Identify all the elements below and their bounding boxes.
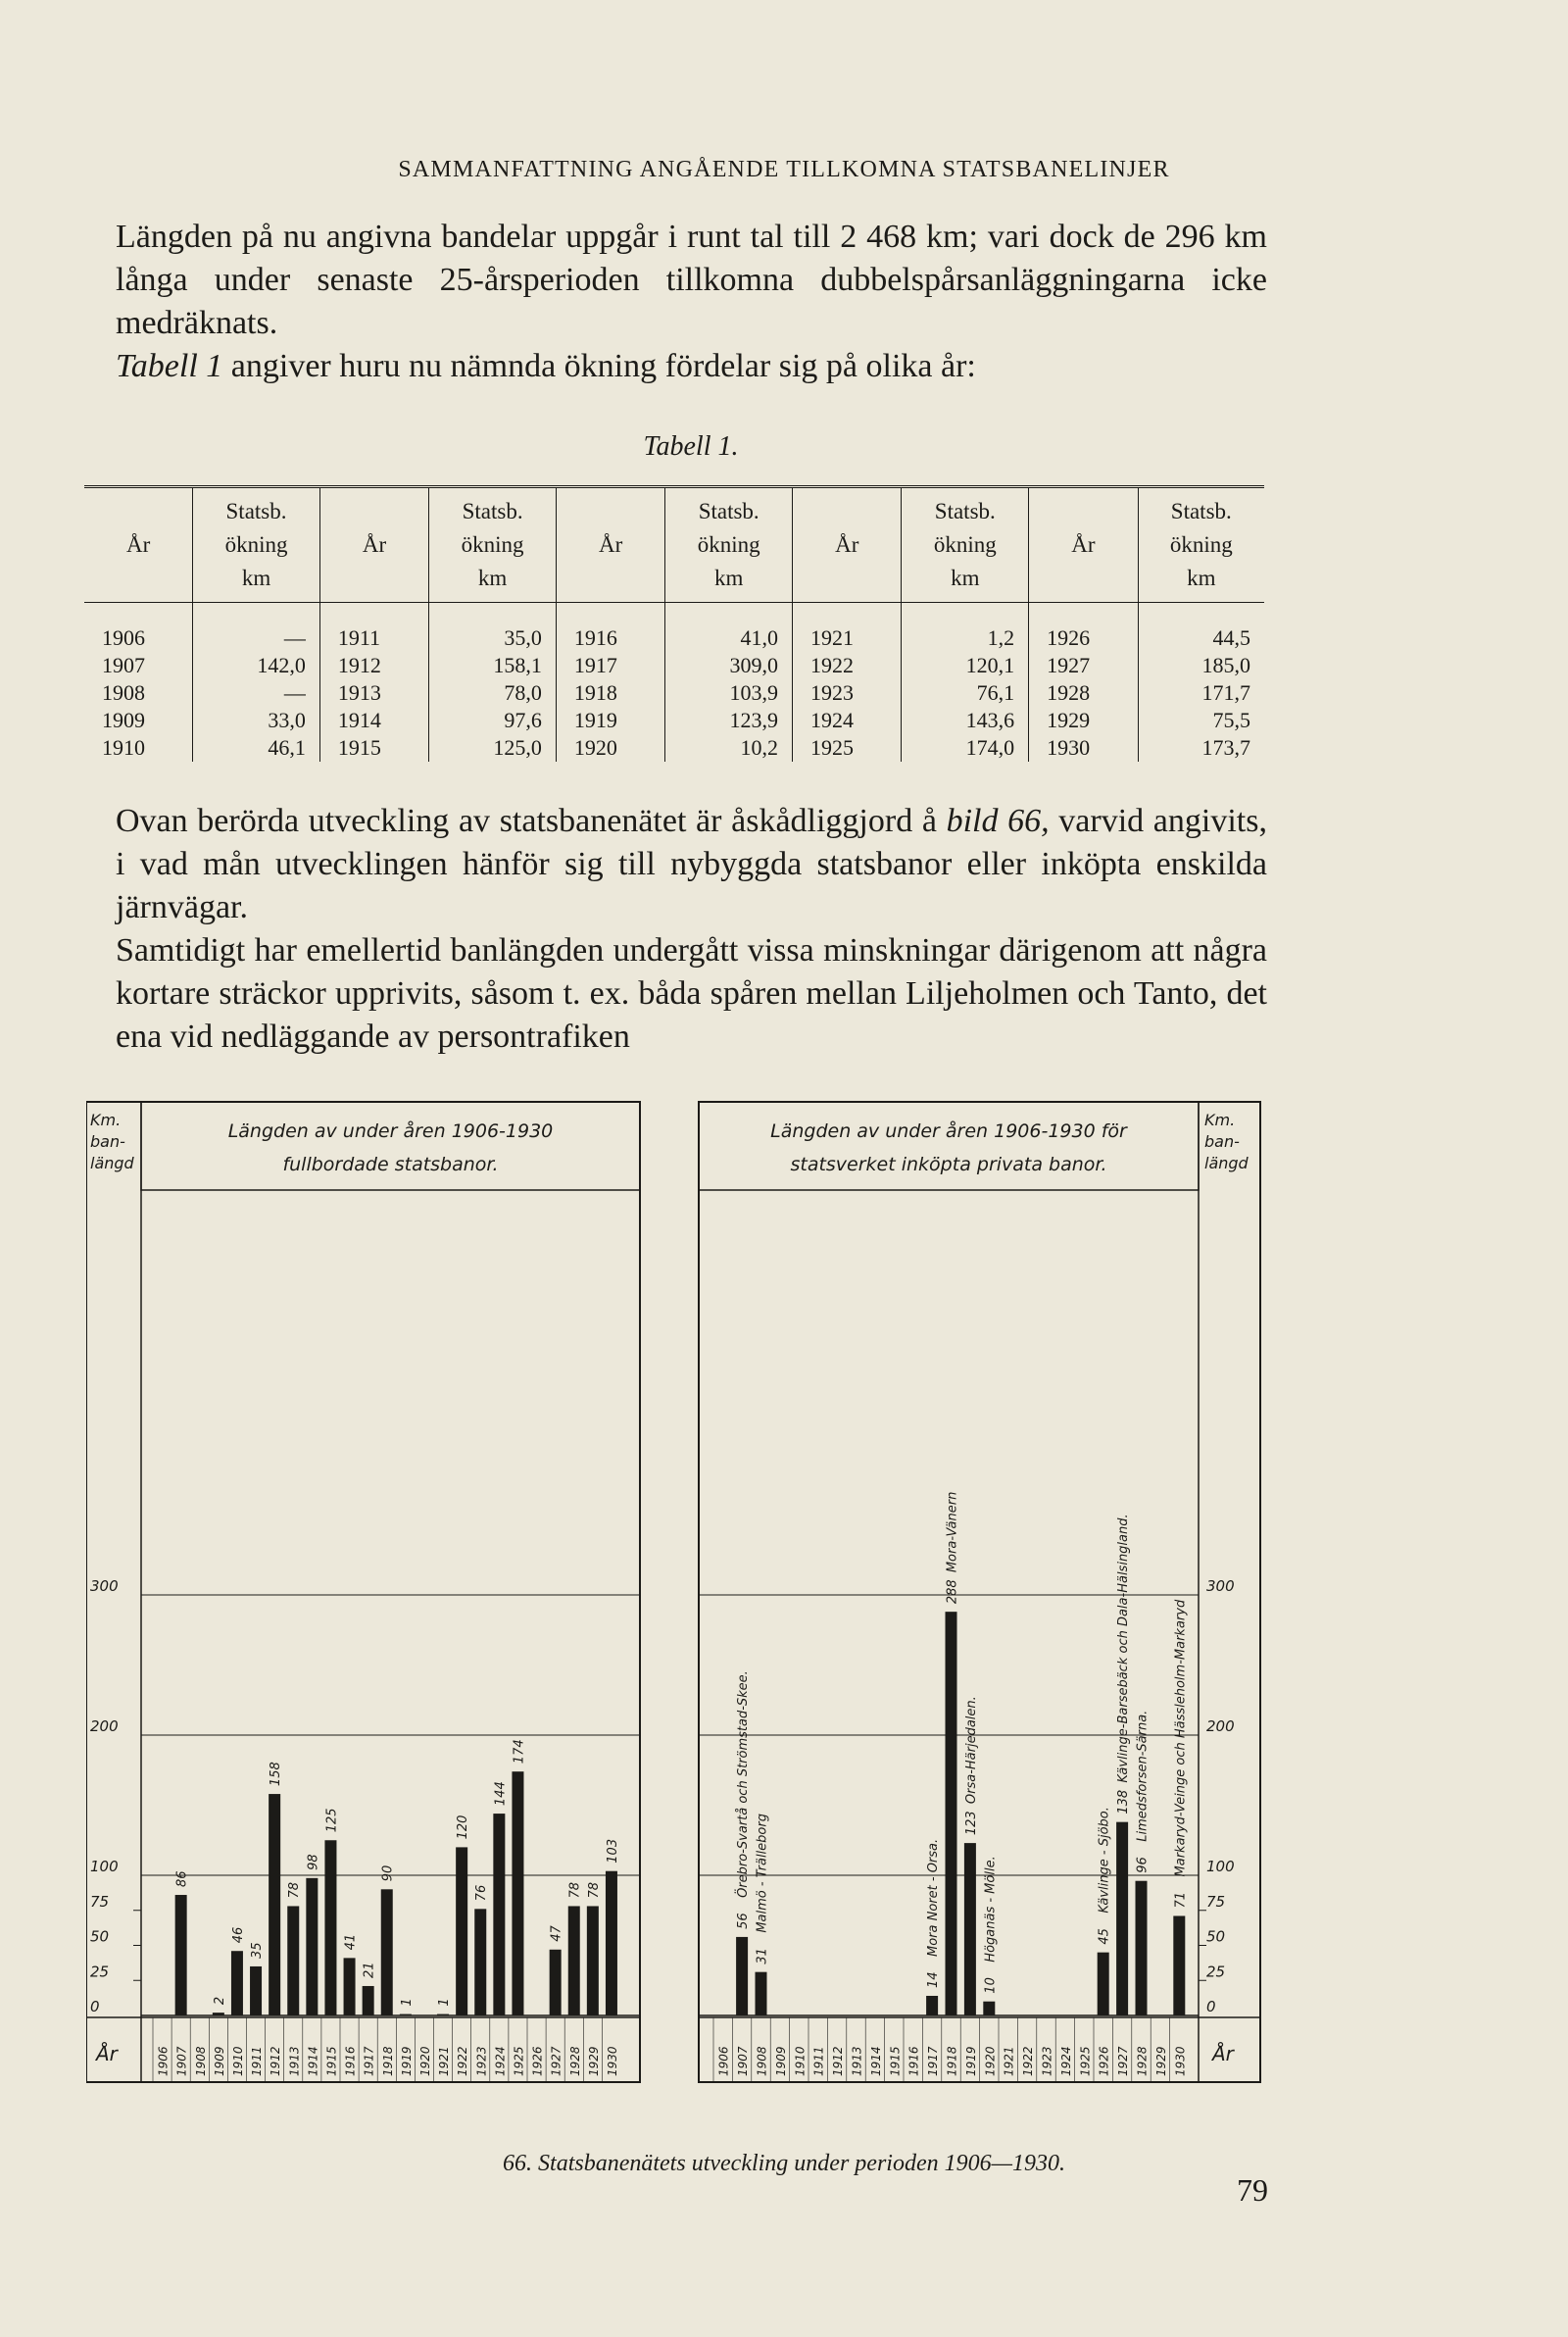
y-tick-label: 75	[1206, 1892, 1226, 1911]
bar-annotation: Kävlinge-Barsebäck och Dala-Hälsingland.	[1116, 1514, 1132, 1783]
table-cell-year: 1919	[556, 707, 664, 734]
paragraph-3-a: Ovan berörda utveckling av statsbanenätet är åskådliggjord å	[116, 803, 947, 839]
bar	[1098, 1953, 1109, 2015]
table-cell-year: 1918	[556, 679, 664, 707]
table-cell-year: 1917	[556, 652, 664, 679]
y-tick-label: 50	[1206, 1927, 1226, 1946]
x-tick-label: 1917	[926, 2046, 941, 2076]
table-cell-value: 97,6	[429, 707, 557, 734]
paragraph-2	[116, 345, 1267, 388]
header-increase	[902, 487, 1029, 603]
header-l1: Statsb.	[225, 499, 287, 523]
x-tick-label: 1909	[773, 2046, 788, 2076]
x-tick-label: 1914	[306, 2046, 320, 2076]
header-l2: ökning	[224, 532, 288, 557]
x-tick-label: 1922	[1021, 2046, 1036, 2076]
header-l1: Statsb.	[698, 499, 760, 523]
header-year: År	[1029, 487, 1138, 603]
x-tick-label: 1926	[530, 2046, 545, 2076]
x-tick-label: 1924	[1058, 2046, 1073, 2076]
table-cell-value: 142,0	[193, 652, 320, 679]
bar-value-label: 120	[456, 1815, 471, 1840]
x-tick-label: 1910	[793, 2046, 808, 2076]
bar-value-label: 35	[250, 1942, 266, 1959]
table-cell-value: 1,2	[902, 603, 1029, 653]
table-cell-value: —	[193, 679, 320, 707]
bar-annotation: Mora Noret - Orsa.	[926, 1838, 942, 1957]
axis-title-line: Km.	[90, 1111, 122, 1129]
x-tick-label: 1918	[945, 2046, 959, 2076]
bar-value-label: 144	[493, 1781, 509, 1807]
table-cell-year: 1925	[793, 734, 902, 762]
bar	[736, 1937, 748, 2015]
bar-annotation: Mora-Vänern	[945, 1491, 960, 1573]
bar	[1173, 1915, 1185, 2015]
running-head: SAMMANFATTNING ANGÅENDE TILLKOMNA STATSBANELINJER	[398, 157, 1170, 182]
bar-value-label: 125	[324, 1808, 340, 1833]
bar-value-label: 98	[306, 1854, 321, 1870]
y-tick-label: 100	[90, 1858, 119, 1875]
table-cell-value: 158,1	[429, 652, 557, 679]
table-cell-value: 76,1	[902, 679, 1029, 707]
bar	[250, 1966, 262, 2015]
panel-title-line-2: statsverket inköpta privata banor.	[790, 1154, 1107, 1175]
header-increase	[429, 487, 557, 603]
x-tick-label: 1911	[250, 2046, 265, 2076]
bar	[363, 1986, 374, 2015]
header-l1: Statsb.	[934, 499, 996, 523]
bar	[287, 1906, 299, 2015]
table-cell-year: 1911	[319, 603, 428, 653]
header-increase	[1138, 487, 1264, 603]
y-tick-label: 75	[90, 1892, 110, 1911]
table-cell-year: 1926	[1029, 603, 1138, 653]
y-tick-label: 50	[90, 1927, 110, 1946]
bar-value-label: 1	[437, 1998, 453, 2007]
x-tick-label: 1912	[831, 2046, 846, 2076]
x-tick-label: 1907	[736, 2046, 751, 2076]
bar-value-label: 174	[512, 1739, 527, 1765]
bar-value-label: 78	[567, 1881, 583, 1899]
table-cell-year: 1913	[319, 679, 428, 707]
table-cell-year: 1914	[319, 707, 428, 734]
header-l2: ökning	[933, 532, 997, 557]
table-cell-value: 103,9	[665, 679, 793, 707]
paragraph-4: Samtidigt har emellertid banlängden undergått vissa minskningar därigenom att några kortare sträckor upprivits, såsom t. ex. båda spåren mellan Liljeholmen och Tanto, det ena vid nedläggande av persontrafiken	[116, 932, 1267, 1055]
x-tick-label: 1909	[212, 2046, 226, 2076]
table-row	[84, 734, 1264, 762]
header-increase	[665, 487, 793, 603]
x-tick-label: 1913	[287, 2046, 302, 2076]
bar-value-label: 47	[549, 1925, 564, 1942]
table-row	[84, 707, 1264, 734]
y-tick-label: 100	[1206, 1858, 1235, 1875]
header-l3: km	[951, 566, 980, 590]
bar-value-label: 86	[174, 1870, 190, 1888]
x-tick-label: 1927	[549, 2046, 564, 2076]
y-tick-label: 25	[90, 1963, 110, 1981]
bar	[493, 1814, 505, 2015]
table-cell-year: 1921	[793, 603, 902, 653]
table-cell-value: 143,6	[902, 707, 1029, 734]
table-cell-value: 41,0	[665, 603, 793, 653]
bar	[474, 1909, 486, 2015]
x-tick-label: 1927	[1116, 2046, 1131, 2076]
bar	[175, 1895, 187, 2015]
table-cell-year: 1930	[1029, 734, 1138, 762]
bar-annotation: Orsa-Härjedalen.	[963, 1696, 979, 1805]
y-tick-label: 200	[90, 1717, 119, 1735]
paragraph-1: Längden på nu angivna bandelar uppgår i runt tal till 2 468 km; vari dock de 296 km långa under senaste 25-årsperioden tillkomna dubbelspårsanläggningarna icke medräknats.	[116, 219, 1267, 341]
table-cell-value: 123,9	[665, 707, 793, 734]
x-tick-label: 1907	[174, 2046, 189, 2076]
bar	[606, 1871, 617, 2015]
bar	[587, 1906, 599, 2015]
header-l2: ökning	[461, 532, 524, 557]
bar-value-label: 78	[586, 1881, 602, 1899]
axis-title-line: längd	[90, 1154, 134, 1172]
panel-title-line-2: fullbordade statsbanor.	[282, 1154, 499, 1175]
x-tick-label: 1920	[983, 2046, 998, 2076]
paragraph-3	[116, 800, 1267, 929]
header-l2: ökning	[1169, 532, 1233, 557]
header-l3: km	[1187, 566, 1216, 590]
bar-annotation: Limedsforsen-Särna.	[1135, 1710, 1151, 1842]
header-year: År	[84, 487, 193, 603]
bar-annotation: Örebro-Svartå och Strömstad-Skee.	[736, 1670, 752, 1898]
x-tick-label: 1929	[1153, 2046, 1168, 2076]
header-year: År	[556, 487, 664, 603]
paragraph-3-b: varvid angivits, i vad mån utvecklingen hänför sig till nybyggda statsbanor eller inköpta enskilda järnvägar.	[116, 803, 1267, 925]
table-cell-value: 185,0	[1201, 653, 1250, 677]
bar-value-label: 123	[963, 1811, 979, 1836]
bar-annotation: Malmö - Trälleborg	[755, 1814, 770, 1933]
bar	[381, 1889, 393, 2015]
table-cell-year: 1927	[1029, 652, 1138, 679]
bar-value-label: 46	[230, 1926, 246, 1944]
x-tick-label: 1926	[1097, 2046, 1111, 2076]
x-tick-label: 1913	[850, 2046, 864, 2076]
year-label: År	[96, 2042, 118, 2065]
x-tick-label: 1928	[567, 2046, 582, 2076]
x-tick-label: 1911	[811, 2046, 826, 2076]
table-cell-year: 1920	[556, 734, 664, 762]
header-l1: Statsb.	[462, 499, 523, 523]
table-cell-value: 75,5	[1212, 708, 1250, 732]
table-cell-value: 173,7	[1201, 735, 1250, 760]
y-tick-label: 0	[1206, 1998, 1216, 2015]
y-tick-label: 0	[90, 1998, 100, 2015]
table-cell-value: 78,0	[429, 679, 557, 707]
x-tick-label: 1928	[1135, 2046, 1150, 2076]
x-tick-label: 1919	[963, 2046, 978, 2076]
bar-value-label: 41	[343, 1933, 359, 1951]
statistics-table	[84, 485, 1264, 762]
bar	[512, 1771, 523, 2015]
x-tick-label: 1920	[417, 2046, 432, 2076]
x-tick-label: 1919	[399, 2046, 414, 2076]
bar	[306, 1878, 318, 2015]
x-tick-label: 1925	[512, 2046, 526, 2076]
x-tick-label: 1917	[362, 2046, 376, 2076]
bar	[1116, 1822, 1128, 2015]
panel-title-line-1: Längden av under åren 1906-1930 för	[770, 1120, 1127, 1142]
bar-value-label: 103	[605, 1838, 620, 1864]
table-cell-value: 171,7	[1201, 680, 1250, 705]
table-cell-year: 1909	[84, 707, 193, 734]
table-cell-year: 1916	[556, 603, 664, 653]
bar	[269, 1794, 280, 2015]
bar-annotation: Kävlinge - Sjöbo.	[1097, 1807, 1112, 1914]
table-cell-value: 44,5	[1212, 625, 1250, 650]
bar	[456, 1847, 467, 2015]
x-tick-label: 1915	[888, 2046, 903, 2076]
x-tick-label: 1925	[1078, 2046, 1093, 2076]
table-cell-year: 1907	[84, 652, 193, 679]
axis-title-line: ban-	[90, 1132, 125, 1151]
y-tick-label: 200	[1206, 1717, 1235, 1735]
bar-value-label: 158	[269, 1762, 284, 1787]
header-l1: Statsb.	[1170, 499, 1232, 523]
bar	[1136, 1881, 1148, 2015]
x-tick-label: 1924	[493, 2046, 508, 2076]
bar-value-label: 1	[399, 1998, 415, 2007]
table-cell-value: 10,2	[665, 734, 793, 762]
x-tick-label: 1916	[906, 2046, 921, 2076]
x-tick-label: 1916	[343, 2046, 358, 2076]
bar-value-label: 10	[983, 1977, 999, 1994]
bar	[231, 1951, 243, 2015]
header-l3: km	[241, 566, 271, 590]
table-cell-year: 1923	[793, 679, 902, 707]
panel-title-box	[699, 1102, 1199, 1190]
year-label: År	[1212, 2042, 1234, 2065]
table-row	[84, 603, 1264, 653]
table-cell-year: 1922	[793, 652, 902, 679]
x-tick-label: 1906	[716, 2046, 731, 2076]
x-tick-label: 1921	[437, 2046, 452, 2076]
bar-value-label: 76	[474, 1884, 490, 1902]
table-cell-year: 1908	[84, 679, 193, 707]
x-tick-label: 1930	[605, 2046, 619, 2076]
table-cell-year: 1910	[84, 734, 193, 762]
bar-value-label: 21	[362, 1962, 377, 1978]
table-row	[84, 652, 1264, 679]
x-tick-label: 1922	[456, 2046, 470, 2076]
x-tick-label: 1918	[380, 2046, 395, 2076]
table-cell-value: 309,0	[665, 652, 793, 679]
x-tick-label: 1921	[1002, 2046, 1016, 2076]
x-tick-label: 1910	[230, 2046, 245, 2076]
bar-value-label: 138	[1116, 1789, 1132, 1815]
table-header-row	[84, 487, 1264, 603]
table-cell-year: 1906	[84, 603, 193, 653]
x-tick-label: 1923	[1040, 2046, 1054, 2076]
bar	[550, 1950, 562, 2015]
bar	[213, 2013, 224, 2015]
table-cell-value: —	[193, 603, 320, 653]
table-cell-year: 1928	[1029, 679, 1138, 707]
bar	[983, 2002, 995, 2015]
table-cell-value: 125,0	[429, 734, 557, 762]
bar-value-label: 71	[1173, 1891, 1189, 1909]
bar	[946, 1612, 957, 2015]
table-cell-year: 1912	[319, 652, 428, 679]
panel-title-box	[141, 1102, 640, 1190]
axis-title-line: längd	[1204, 1154, 1249, 1172]
table-cell-value: 120,1	[902, 652, 1029, 679]
table-cell-year: 1915	[319, 734, 428, 762]
x-tick-label: 1923	[474, 2046, 489, 2076]
bar-value-label: 90	[380, 1865, 396, 1882]
bar-value-label: 96	[1135, 1857, 1151, 1873]
bar	[756, 1972, 767, 2015]
header-l2: ökning	[697, 532, 760, 557]
header-year: År	[793, 487, 902, 603]
table-cell-value: 46,1	[193, 734, 320, 762]
page-number: 79	[1237, 2172, 1268, 2208]
bar-value-label: 2	[212, 1996, 227, 2006]
x-tick-label: 1908	[755, 2046, 769, 2076]
x-tick-label: 1930	[1173, 2046, 1188, 2076]
y-tick-label: 300	[90, 1577, 119, 1595]
header-l3: km	[477, 566, 508, 590]
figure-66	[86, 1096, 1272, 2096]
x-tick-label: 1915	[324, 2046, 339, 2076]
bar-value-label: 31	[755, 1948, 770, 1964]
bar	[437, 2014, 449, 2015]
axis-title-line: Km.	[1204, 1111, 1236, 1129]
table-cell-year: 1924	[793, 707, 902, 734]
table-cell-value: 174,0	[902, 734, 1029, 762]
x-tick-label: 1914	[868, 2046, 883, 2076]
figure-caption: 66. Statsbanenätets utveckling under perioden 1906—1930.	[503, 2151, 1065, 2176]
table-caption: Tabell 1.	[643, 431, 739, 462]
bar-annotation: Höganäs - Mölle.	[983, 1856, 999, 1963]
x-tick-label: 1912	[269, 2046, 283, 2076]
table-reference: Tabell 1	[116, 348, 223, 384]
bar	[926, 1996, 938, 2015]
bar-value-label: 45	[1097, 1928, 1112, 1945]
y-tick-label: 25	[1206, 1963, 1226, 1981]
header-increase	[193, 487, 320, 603]
bar-value-label: 288	[945, 1579, 960, 1605]
x-tick-label: 1908	[193, 2046, 208, 2076]
table-cell-value: 35,0	[429, 603, 557, 653]
table-cell-year: 1929	[1029, 707, 1138, 734]
axis-title-line: ban-	[1204, 1132, 1240, 1151]
bar-value-label: 78	[287, 1881, 303, 1899]
header-l3: km	[714, 566, 744, 590]
x-tick-label: 1906	[156, 2046, 171, 2076]
x-tick-label: 1929	[586, 2046, 601, 2076]
paragraph-2-text: angiver huru nu nämnda ökning fördelar sig på olika år:	[222, 348, 976, 384]
bar	[964, 1843, 976, 2015]
table-cell-value: 33,0	[193, 707, 320, 734]
table-row	[84, 679, 1264, 707]
y-tick-label: 300	[1206, 1577, 1235, 1595]
bar	[324, 1840, 336, 2015]
bar-annotation: Markaryd-Veinge och Hässleholm-Markaryd	[1173, 1599, 1189, 1877]
bar	[344, 1958, 356, 2015]
bar	[568, 1906, 580, 2015]
bar-value-label: 14	[926, 1971, 942, 1988]
panel-title-line-1: Längden av under åren 1906-1930	[227, 1120, 554, 1142]
bar	[400, 2014, 412, 2015]
bar-value-label: 56	[736, 1913, 752, 1929]
figure-reference: bild 66,	[946, 803, 1050, 839]
header-year: År	[319, 487, 428, 603]
